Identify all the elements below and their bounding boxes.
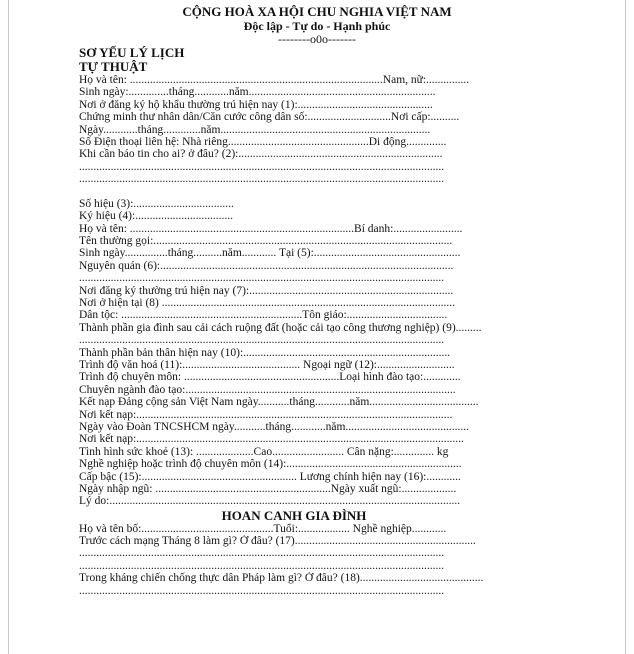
- form-line: ...............................................................................................................................: [79, 173, 445, 186]
- form-line: Cấp bậc (15):...................................................... Lương chính hiện nay (16):............: [79, 470, 461, 483]
- form-line: Trình độ văn hoá (11):......................................... Ngoại ngữ (12):...........................: [79, 358, 455, 371]
- form-title: SƠ YẾU LÝ LỊCH: [79, 45, 185, 60]
- form-line: Số hiệu (3):...................................: [79, 197, 234, 210]
- form-line: Số Điện thoại liên hệ: Nhà riêng.................................................Di động..............: [79, 135, 447, 148]
- form-line: Nghề nghiệp hoặc trình độ chuyên môn (14):.............................................................: [79, 458, 462, 471]
- form-line: Trình độ chuyên môn: ......................................................Loại hình đào tạo:.............: [79, 371, 461, 384]
- header-country: CỘNG HOÀ XA HỘI CHU NGHIA VIỆT NAM: [182, 4, 452, 19]
- form-line: Sinh ngày...............tháng..........năm............ Tại (5):...................................................: [79, 247, 461, 260]
- form-line: Nơi đăng ký thường trú hiện nay (7):.......................................................................: [79, 284, 454, 297]
- form-line: Nơi kết nạp:..............................................................................................................: [79, 408, 453, 421]
- form-line: ...............................................................................................................................: [79, 547, 445, 560]
- form-line: ...............................................................................................................................: [79, 584, 445, 597]
- form-line: [79, 186, 509, 198]
- form-line: ...............................................................................................................................: [79, 334, 445, 347]
- form-line: Họ và tên: ..............................................................................Bí danh:........................: [79, 222, 463, 235]
- form-line: Nơi ở hiện tại (8) ......................................................................................................: [79, 297, 455, 310]
- form-line: Nguyên quán (6):......................................................................................................: [79, 259, 454, 272]
- form-line: Dân tộc: ...............................................................Tôn giáo:...................................: [79, 309, 448, 322]
- document-body: [79, 46, 509, 597]
- form-line: Ngày............tháng.............năm.........................................................................: [79, 123, 431, 136]
- form-line: Thành phần bản thân hiện nay (10):........................................................................: [79, 346, 451, 359]
- personal-info-section: [79, 74, 509, 508]
- form-line: Tình hình sức khoẻ (13): ....................Cao......................... Cân nặng:.............. kg: [79, 445, 449, 458]
- national-header: [9, 0, 625, 46]
- form-line: Ngày vào Đoàn TNCSHCM ngày...........tháng............năm...........................................: [79, 420, 470, 433]
- form-line: Nơi kết nạp:..................................................................................................................: [79, 433, 464, 446]
- form-line: Lý do:..........................................................................................................................: [79, 495, 461, 508]
- form-line: Trước cách mạng Tháng 8 làm gì? Ở đâu? (17)...............................................................: [79, 535, 476, 548]
- form-line: ...............................................................................................................................: [79, 559, 445, 572]
- form-line: Họ và tên bố:..............................................Tuổi:.................. Nghề nghiệp............: [79, 522, 447, 535]
- form-line: Sinh ngày:..............tháng............năm.................................................................: [79, 86, 436, 99]
- form-line: Khi cần báo tin cho ai? ở đâu? (2):.......................................................................: [79, 148, 443, 161]
- section-title-family: HOAN CANH GIA ĐÌNH: [221, 507, 367, 523]
- document-page: [8, 0, 626, 654]
- form-line: Kết nạp Đảng cộng sản Việt Nam ngày...........tháng............năm......................................: [79, 396, 479, 409]
- form-line: Nơi ở đăng ký hộ khẩu thường trú hiện nay (1):...............................................: [79, 98, 433, 111]
- form-line: Chuyên ngành đào tạo:..............................................................................................: [79, 383, 456, 396]
- family-section: [79, 523, 509, 597]
- form-line: Họ và tên: ........................................................................................Nam, nữ:...............: [79, 74, 470, 86]
- form-line: Thành phần gia đình sau cải cách ruộng đất (hoặc cải tạo công thương nghiệp) (9).........: [79, 321, 482, 334]
- form-line: Trong kháng chiến chống thực dân Pháp làm gì? Ở đâu? (18)...........................................: [79, 572, 484, 585]
- form-line: Ký hiệu (4):..................................: [79, 210, 233, 223]
- form-line: Ngày nhập ngũ: .............................................................Ngày xuất ngũ:...................: [79, 482, 457, 495]
- header-motto: Độc lập - Tự do - Hạnh phúc: [243, 19, 391, 33]
- form-line: ...............................................................................................................................: [79, 160, 445, 173]
- form-line: ...............................................................................................................................: [79, 272, 445, 285]
- form-line: Chứng minh thư nhân dân/Căn cước công dân số:.............................Nơi cấp:..........: [79, 111, 460, 124]
- form-line: Tên thường gọi:........................................................................................................: [79, 235, 453, 248]
- form-subtitle: TỰ THUẬT: [79, 59, 148, 74]
- header-divider: --------o0o-------: [278, 32, 356, 46]
